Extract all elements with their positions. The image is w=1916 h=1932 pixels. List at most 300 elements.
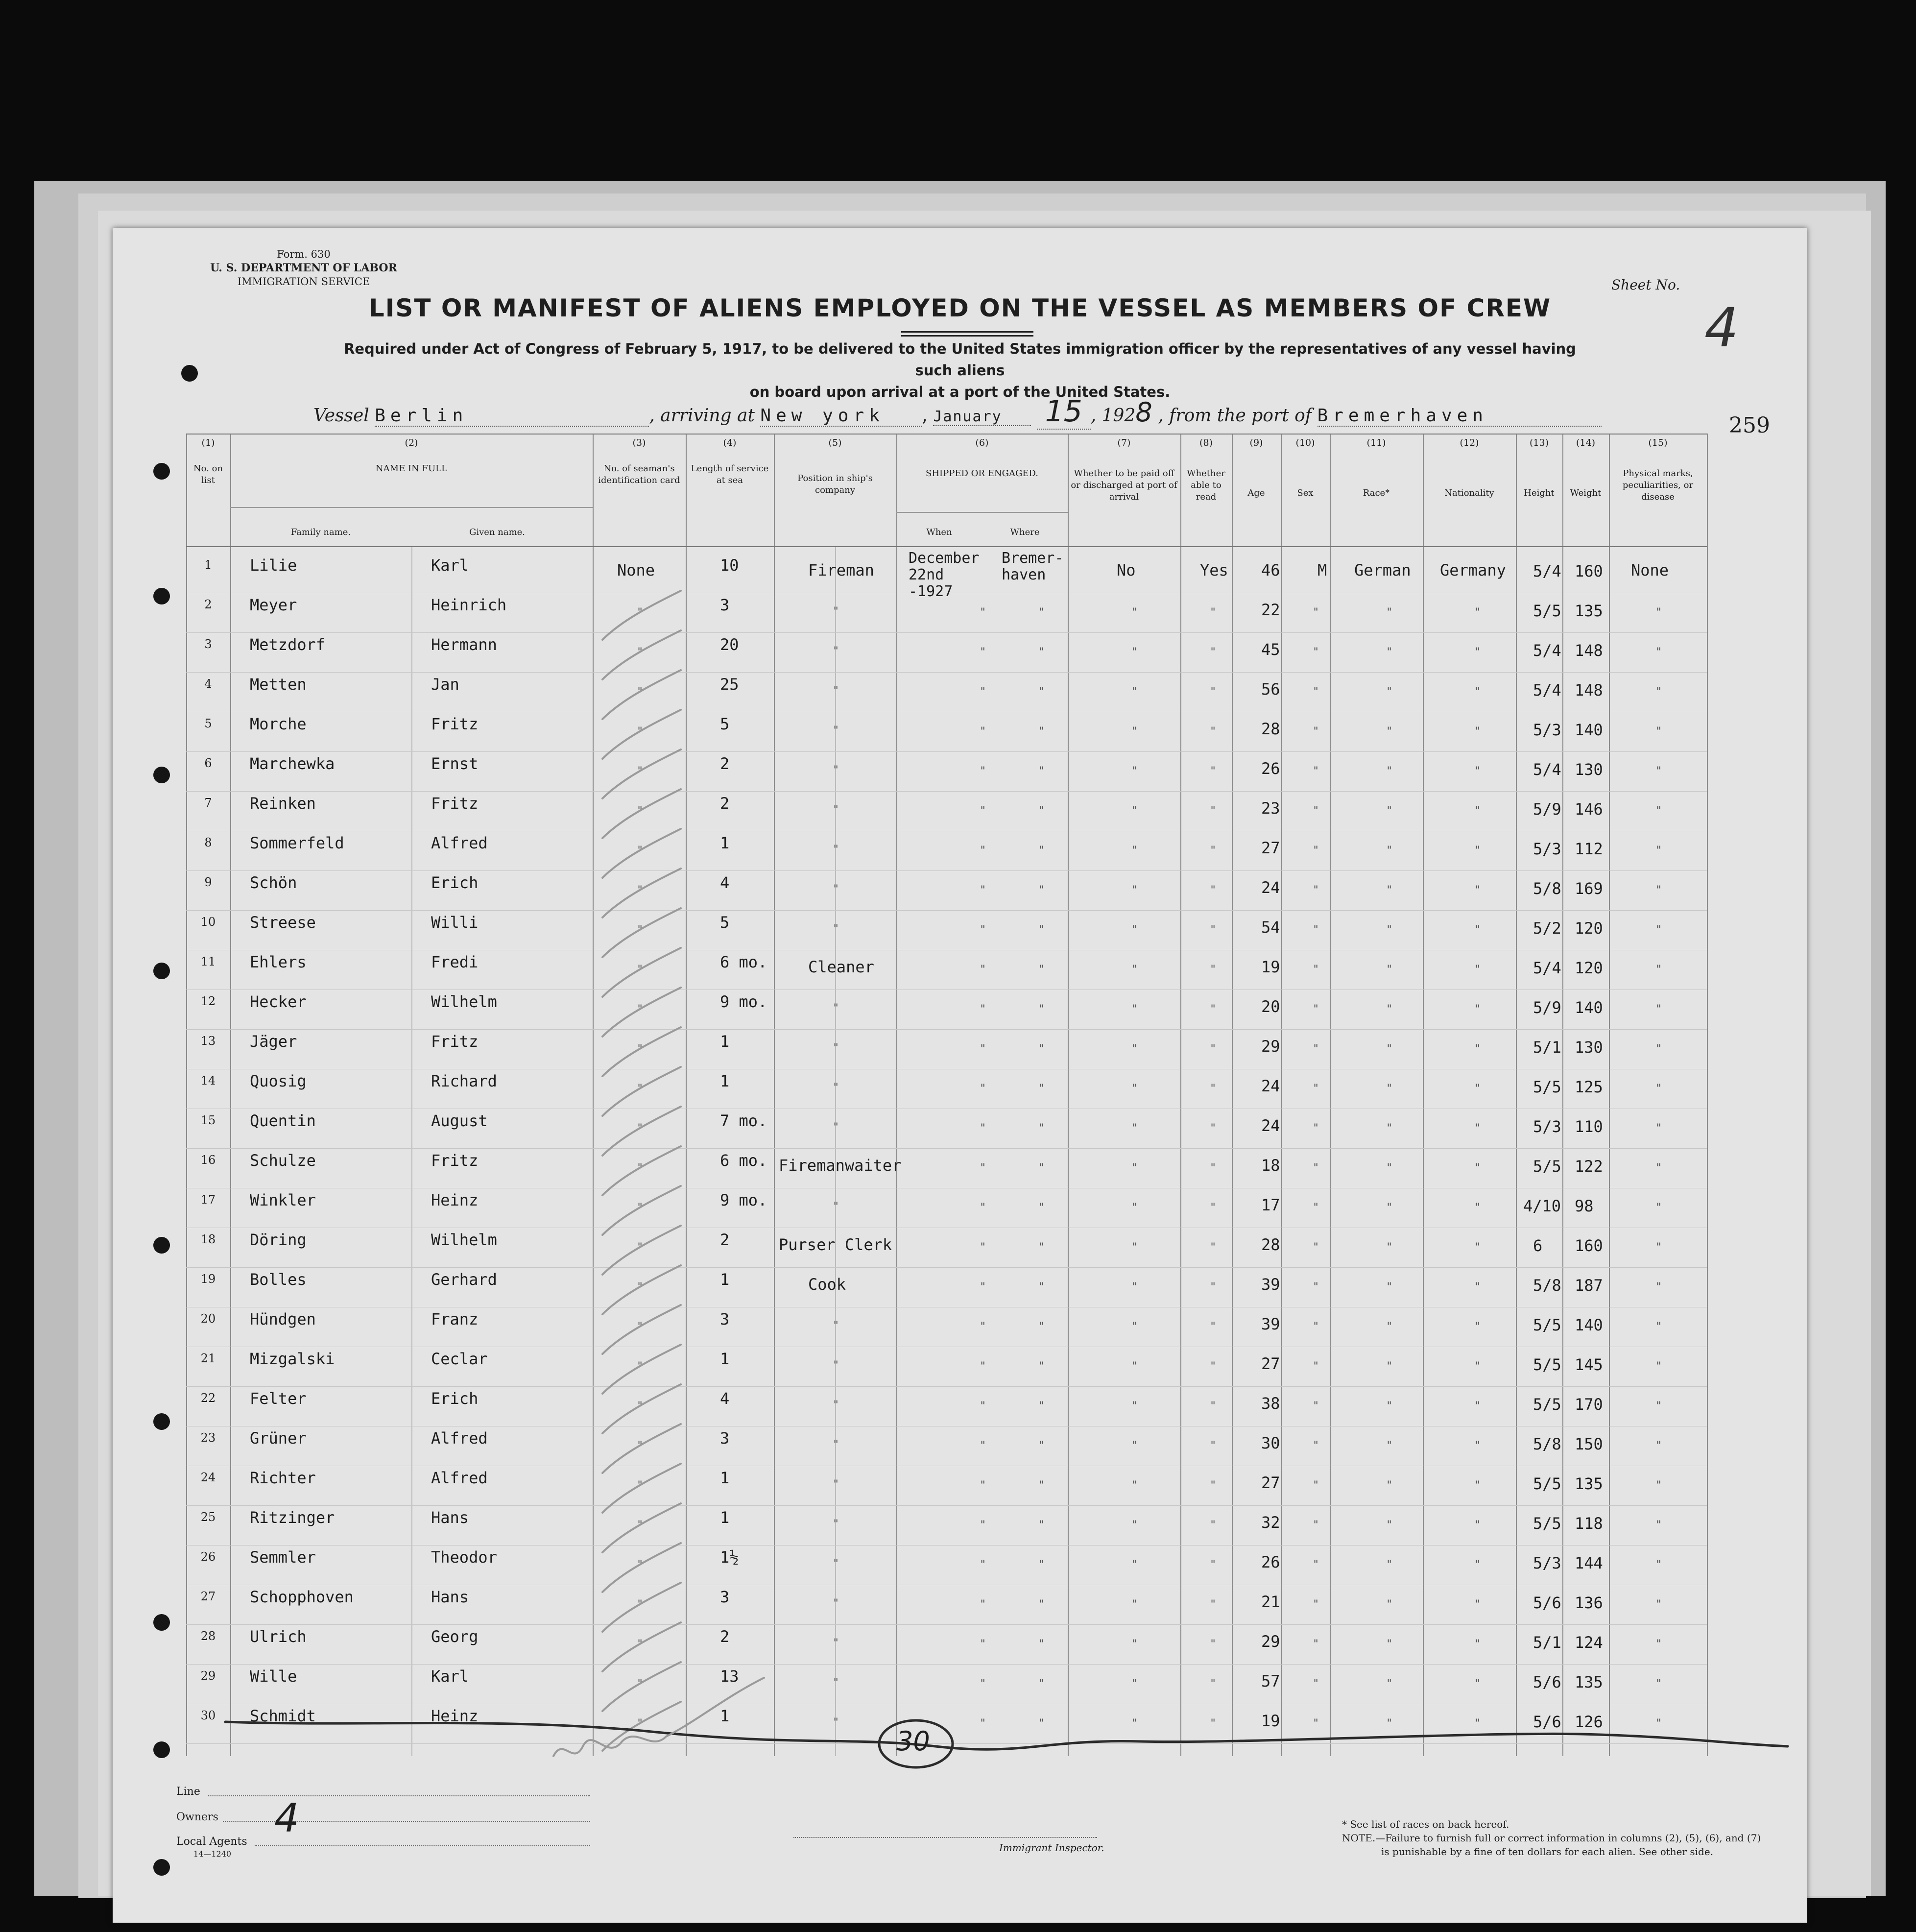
ditto-mark: " [833,685,839,697]
ditto-mark: " [1474,1678,1481,1690]
ditto-mark: " [1131,1043,1138,1055]
weight: 140 [1575,1316,1603,1334]
departure-port: Bremerhaven [1317,406,1602,427]
height: 5/5 [1533,1474,1561,1493]
age: 27 [1261,1354,1280,1373]
ditto-mark: " [1386,1400,1393,1412]
ditto-mark: " [1131,1122,1138,1135]
column-header: Age [1247,488,1265,498]
ditto-mark: " [1313,964,1319,976]
arrival-day: 15 [1037,394,1091,430]
weight: 118 [1575,1514,1603,1533]
age: 28 [1261,720,1280,738]
ditto-mark: " [1131,884,1138,896]
ditto-mark: " [637,686,644,698]
ditto-mark: " [1386,1321,1393,1333]
ditto-mark: " [1038,884,1045,896]
ditto-mark: " [1386,805,1393,817]
ditto-mark: " [1313,845,1319,857]
vessel-line: Vessel Berlin , arriving at New york , January 15 , 1928 , from the port of Bremerhaven [313,394,1602,430]
ditto-mark: " [1038,1003,1045,1015]
ditto-mark: " [1386,1241,1393,1254]
ditto-mark: " [980,646,986,658]
ditto-mark: " [1313,1043,1319,1055]
year-printed: , 192 [1090,406,1136,426]
row-number: 5 [204,717,212,730]
age: 27 [1261,1473,1280,1492]
family-name: Marchewka [250,754,335,773]
ditto-mark: " [1313,1678,1319,1690]
given-name: Willi [431,913,479,932]
ditto-mark: " [1210,1162,1217,1174]
ditto-mark: " [1038,845,1045,857]
service-length: 1 [720,1707,730,1725]
row-number: 28 [200,1629,216,1643]
ditto-mark: " [1313,1717,1319,1730]
height: 5/9 [1533,800,1561,819]
ditto-mark: " [1655,924,1662,936]
column-number: (3) [632,437,646,448]
ditto-mark: " [1210,606,1217,619]
row-number: 22 [200,1391,216,1405]
weight: 136 [1575,1594,1603,1612]
ditto-mark: " [1210,1678,1217,1690]
ditto-mark: " [1386,845,1393,857]
ditto-mark: " [833,1359,839,1372]
column-header-family: Family name. [290,527,351,537]
ditto-mark: " [1655,1400,1662,1412]
ditto-mark: " [1038,1440,1045,1452]
family-name: Jäger [250,1032,297,1051]
age: 38 [1261,1394,1280,1413]
ditto-mark: " [1210,1241,1217,1254]
weight: 169 [1575,879,1603,898]
ditto-mark: " [980,884,986,896]
service-length: 2 [720,794,730,813]
weight: 160 [1575,1236,1603,1255]
ditto-mark: " [1313,1519,1319,1531]
ditto-mark: " [1313,1440,1319,1452]
seaman-card: None [617,561,655,580]
ditto-mark: " [1655,1202,1662,1214]
ditto-mark: " [1474,606,1481,619]
family-name: Ritzinger [250,1508,335,1527]
column-number: (11) [1366,437,1386,448]
inspector-label: Immigrant Inspector. [999,1842,1104,1854]
height: 5/5 [1533,602,1561,620]
owners-value: 4 [274,1795,299,1841]
height: 5/4 [1533,641,1561,660]
print-code: 14—1240 [193,1849,232,1859]
age: 18 [1261,1156,1280,1175]
ditto-mark: " [1655,845,1662,857]
ditto-mark: " [1210,686,1217,698]
column-number: (15) [1648,437,1668,448]
service-length: 13 [720,1667,739,1686]
height: 5/6 [1533,1673,1561,1691]
family-name: Bolles [250,1270,307,1289]
ditto-mark: " [833,1399,839,1411]
ditto-mark: " [1313,1281,1319,1293]
ditto-mark: " [637,845,644,857]
given-name: Wilhelm [431,992,497,1011]
sex: M [1317,561,1327,580]
row-number: 10 [200,915,216,929]
ditto-mark: " [1131,606,1138,619]
ditto-mark: " [833,645,839,657]
weight: 135 [1575,1474,1603,1493]
height: 4/10 [1523,1197,1561,1215]
column-header-when: When [926,527,952,537]
ditto-mark: " [1655,1598,1662,1611]
weight: 126 [1575,1713,1603,1731]
ditto-mark: " [1474,964,1481,976]
ditto-mark: " [1210,1440,1217,1452]
service-length: 5 [720,715,730,733]
ditto-mark: " [1655,1003,1662,1015]
ditto-mark: " [1131,1400,1138,1412]
service-length: 1 [720,1350,730,1368]
ditto-mark: " [980,924,986,936]
hand-marks [113,228,1807,1923]
ditto-mark: " [1038,924,1045,936]
row-number: 1 [204,558,212,572]
ditto-mark: " [1386,725,1393,738]
ditto-mark: " [1386,964,1393,976]
ditto-mark: " [637,1717,644,1730]
ditto-mark: " [1313,924,1319,936]
ditto-mark: " [1386,765,1393,777]
ditto-mark: " [1386,1083,1393,1095]
height: 5/1 [1533,1038,1561,1057]
footnote-note: NOTE.—Failure to furnish full or correct information in columns (2), (5), (6), and (7) [1342,1832,1761,1844]
ditto-mark: " [637,1003,644,1015]
ditto-mark: " [1210,1003,1217,1015]
agents-label: Local Agents [176,1835,247,1848]
service-length: 6 mo. [720,953,767,971]
family-name: Lilie [250,556,297,575]
ditto-mark: " [1313,1122,1319,1135]
weight: 120 [1575,959,1603,977]
row-number: 15 [200,1113,216,1127]
service-length: 6 mo. [720,1151,767,1170]
ditto-mark: " [1386,606,1393,619]
ditto-mark: " [833,844,839,856]
column-header: Height [1524,488,1555,498]
service-length: 9 mo. [720,992,767,1011]
ditto-mark: " [1313,805,1319,817]
ditto-mark: " [833,1597,839,1610]
ditto-mark: " [1474,845,1481,857]
ditto-mark: " [1131,805,1138,817]
manifest-sheet [113,228,1807,1923]
page-title: LIST OR MANIFEST OF ALIENS EMPLOYED ON THE VESSEL AS MEMBERS OF CREW [368,294,1552,322]
ditto-mark: " [1386,1122,1393,1135]
weight: 130 [1575,1038,1603,1057]
ditto-mark: " [980,1281,986,1293]
ditto-mark: " [1210,1083,1217,1095]
ditto-mark: " [980,686,986,698]
ditto-mark: " [1474,686,1481,698]
ditto-mark: " [1474,765,1481,777]
given-name: Hermann [431,635,497,654]
height: 5/6 [1533,1594,1561,1612]
ditto-mark: " [1131,1241,1138,1254]
row-number: 18 [200,1232,216,1246]
service-length: 1 [720,1508,730,1527]
family-name: Hecker [250,992,307,1011]
ditto-mark: " [1655,964,1662,976]
ditto-mark: " [980,765,986,777]
service-length: 1½ [720,1548,739,1567]
ditto-mark: " [637,1559,644,1571]
arrival-month: January [933,408,1031,426]
given-name: Fritz [431,715,479,733]
age: 39 [1261,1275,1280,1294]
family-name: Sommerfeld [250,834,344,852]
ditto-mark: " [1474,1400,1481,1412]
column-header: Length of service at sea [691,463,769,485]
row-number: 19 [200,1272,216,1286]
ditto-mark: " [1210,1400,1217,1412]
ditto-mark: " [637,1440,644,1452]
height: 5/9 [1533,998,1561,1017]
height: 6 [1533,1236,1543,1255]
ditto-mark: " [1210,1717,1217,1730]
ditto-mark: " [980,1479,986,1492]
ditto-mark: " [1131,1559,1138,1571]
service-length: 1 [720,834,730,852]
ditto-mark: " [637,805,644,817]
line-label: Line [176,1786,200,1798]
family-name: Meyer [250,596,297,614]
ditto-mark: " [1386,1043,1393,1055]
ditto-mark: " [1038,1281,1045,1293]
ditto-mark: " [1655,1321,1662,1333]
age: 20 [1261,997,1280,1016]
ditto-mark: " [1131,964,1138,976]
given-name: August [431,1111,488,1130]
family-name: Quentin [250,1111,316,1130]
row-number: 17 [200,1193,216,1207]
ditto-mark: " [1038,1598,1045,1611]
ditto-mark: " [1038,1638,1045,1650]
service-length: 1 [720,1270,730,1289]
ditto-mark: " [1210,1202,1217,1214]
row-number: 2 [204,598,212,611]
ditto-mark: " [1386,1717,1393,1730]
ditto-mark: " [637,964,644,976]
ditto-mark: " [1038,1083,1045,1095]
given-name: Georg [431,1627,479,1646]
weight: 122 [1575,1157,1603,1176]
column-header: Whether able to read [1187,468,1225,502]
ditto-mark: " [1474,1559,1481,1571]
column-number: (7) [1117,437,1131,448]
family-name: Quosig [250,1072,307,1090]
ditto-mark: " [1038,1043,1045,1055]
ditto-mark: " [1474,1281,1481,1293]
ditto-mark: " [1131,765,1138,777]
ditto-mark: " [833,1121,839,1134]
row-number: 8 [204,836,212,849]
age: 22 [1261,601,1280,619]
weight: 160 [1575,562,1603,580]
ditto-mark: " [1655,1360,1662,1373]
given-name: Ernst [431,754,479,773]
given-name: Alfred [431,1429,488,1448]
weight: 148 [1575,641,1603,660]
subtitle-line-1: Required under Act of Congress of February 5, 1917, to be delivered to the United States immigration officer by the representatives of any vessel having such aliens [344,340,1576,379]
family-name: Reinken [250,794,316,813]
ditto-mark: " [1313,1598,1319,1611]
given-name: Ceclar [431,1350,488,1368]
owners-label: Owners [176,1811,218,1823]
ditto-mark: " [833,764,839,776]
ditto-mark: " [1038,1400,1045,1412]
height: 5/5 [1533,1157,1561,1176]
ditto-mark: " [980,606,986,619]
age: 29 [1261,1632,1280,1651]
ditto-mark: " [1038,1122,1045,1135]
ditto-mark: " [1474,1638,1481,1650]
ditto-mark: " [637,1162,644,1174]
service-length: 3 [720,596,730,614]
ditto-mark: " [1210,1479,1217,1492]
weight: 140 [1575,721,1603,739]
ditto-mark: " [1655,1043,1662,1055]
ditto-mark: " [1474,1519,1481,1531]
ditto-mark: " [1386,1559,1393,1571]
given-name: Hans [431,1508,469,1527]
age: 29 [1261,1037,1280,1056]
ditto-mark: " [1131,1281,1138,1293]
weight: 144 [1575,1554,1603,1572]
ditto-mark: " [833,1002,839,1014]
height: 5/8 [1533,1435,1561,1453]
ditto-mark: " [1038,686,1045,698]
ditto-mark: " [1313,1400,1319,1412]
ditto-mark: " [1131,1519,1138,1531]
ditto-mark: " [1210,1638,1217,1650]
year-hand: 8 [1135,397,1152,428]
height: 5/4 [1533,760,1561,779]
age: 39 [1261,1315,1280,1333]
ditto-mark: " [1655,646,1662,658]
footnotes [1342,1817,1761,1859]
weight: 140 [1575,998,1603,1017]
ditto-mark: " [1655,884,1662,896]
position: Cleaner [808,958,874,976]
ditto-mark: " [1386,1281,1393,1293]
ditto-mark: " [1474,1717,1481,1730]
ditto-mark: " [1038,1162,1045,1174]
ditto-mark: " [1131,1440,1138,1452]
ditto-mark: " [637,1083,644,1095]
age: 24 [1261,1077,1280,1095]
row-number: 24 [200,1471,216,1484]
vessel-label: Vessel [313,406,369,426]
ditto-mark: " [1313,1202,1319,1214]
ditto-mark: " [1210,805,1217,817]
row-number: 4 [204,677,212,691]
given-name: Alfred [431,834,488,852]
ditto-mark: " [1038,1717,1045,1730]
weight: 135 [1575,602,1603,620]
family-name: Ulrich [250,1627,307,1646]
ditto-mark: " [637,1519,644,1531]
from-label: , from the port of [1158,406,1312,426]
family-name: Richter [250,1469,316,1487]
ditto-mark: " [637,1360,644,1373]
ditto-mark: " [1210,646,1217,658]
ditto-mark: " [637,1638,644,1650]
ditto-mark: " [1038,1519,1045,1531]
ditto-mark: " [1655,686,1662,698]
ditto-mark: " [1210,1122,1217,1135]
physical-marks: None [1631,561,1669,580]
given-name: Wilhelm [431,1231,497,1249]
ditto-mark: " [1038,646,1045,658]
ditto-mark: " [1313,1479,1319,1492]
column-number: (9) [1249,437,1263,448]
age: 17 [1261,1196,1280,1214]
ditto-mark: " [1474,1241,1481,1254]
row-number: 13 [200,1034,216,1048]
ditto-mark: " [1655,1162,1662,1174]
ditto-mark: " [1131,646,1138,658]
row-number: 29 [200,1669,216,1683]
page-number: 259 [1729,413,1770,438]
height: 5/6 [1533,1713,1561,1731]
column-header: Nationality [1444,488,1494,498]
row-number: 27 [200,1590,216,1603]
ditto-mark: " [1386,924,1393,936]
ditto-mark: " [1038,606,1045,619]
ditto-mark: " [1386,1479,1393,1492]
given-name: Jan [431,675,459,694]
ditto-mark: " [833,1637,839,1649]
age: 56 [1261,680,1280,699]
ditto-mark: " [637,1678,644,1690]
weight: 120 [1575,919,1603,938]
service: IMMIGRATION SERVICE [237,276,370,288]
family-name: Schmidt [250,1707,316,1725]
ditto-mark: " [1655,1083,1662,1095]
ditto-mark: " [1313,1638,1319,1650]
ditto-mark: " [1210,1559,1217,1571]
ditto-mark: " [833,1478,839,1491]
ditto-mark: " [1131,1083,1138,1095]
age: 45 [1261,640,1280,659]
ditto-mark: " [1131,1360,1138,1373]
column-number: (1) [201,437,215,448]
ditto-mark: " [1210,1043,1217,1055]
column-header: No. on list [193,463,223,485]
given-name: Hans [431,1588,469,1606]
ditto-mark: " [1474,805,1481,817]
race: German [1354,561,1411,580]
ditto-mark: " [1131,725,1138,738]
column-number: (5) [828,437,842,448]
given-name: Franz [431,1310,479,1328]
height: 5/1 [1533,1633,1561,1652]
ditto-mark: " [1038,805,1045,817]
ditto-mark: " [1313,1360,1319,1373]
ditto-mark: " [1474,1122,1481,1135]
ditto-mark: " [833,1201,839,1213]
ditto-mark: " [1038,1241,1045,1254]
